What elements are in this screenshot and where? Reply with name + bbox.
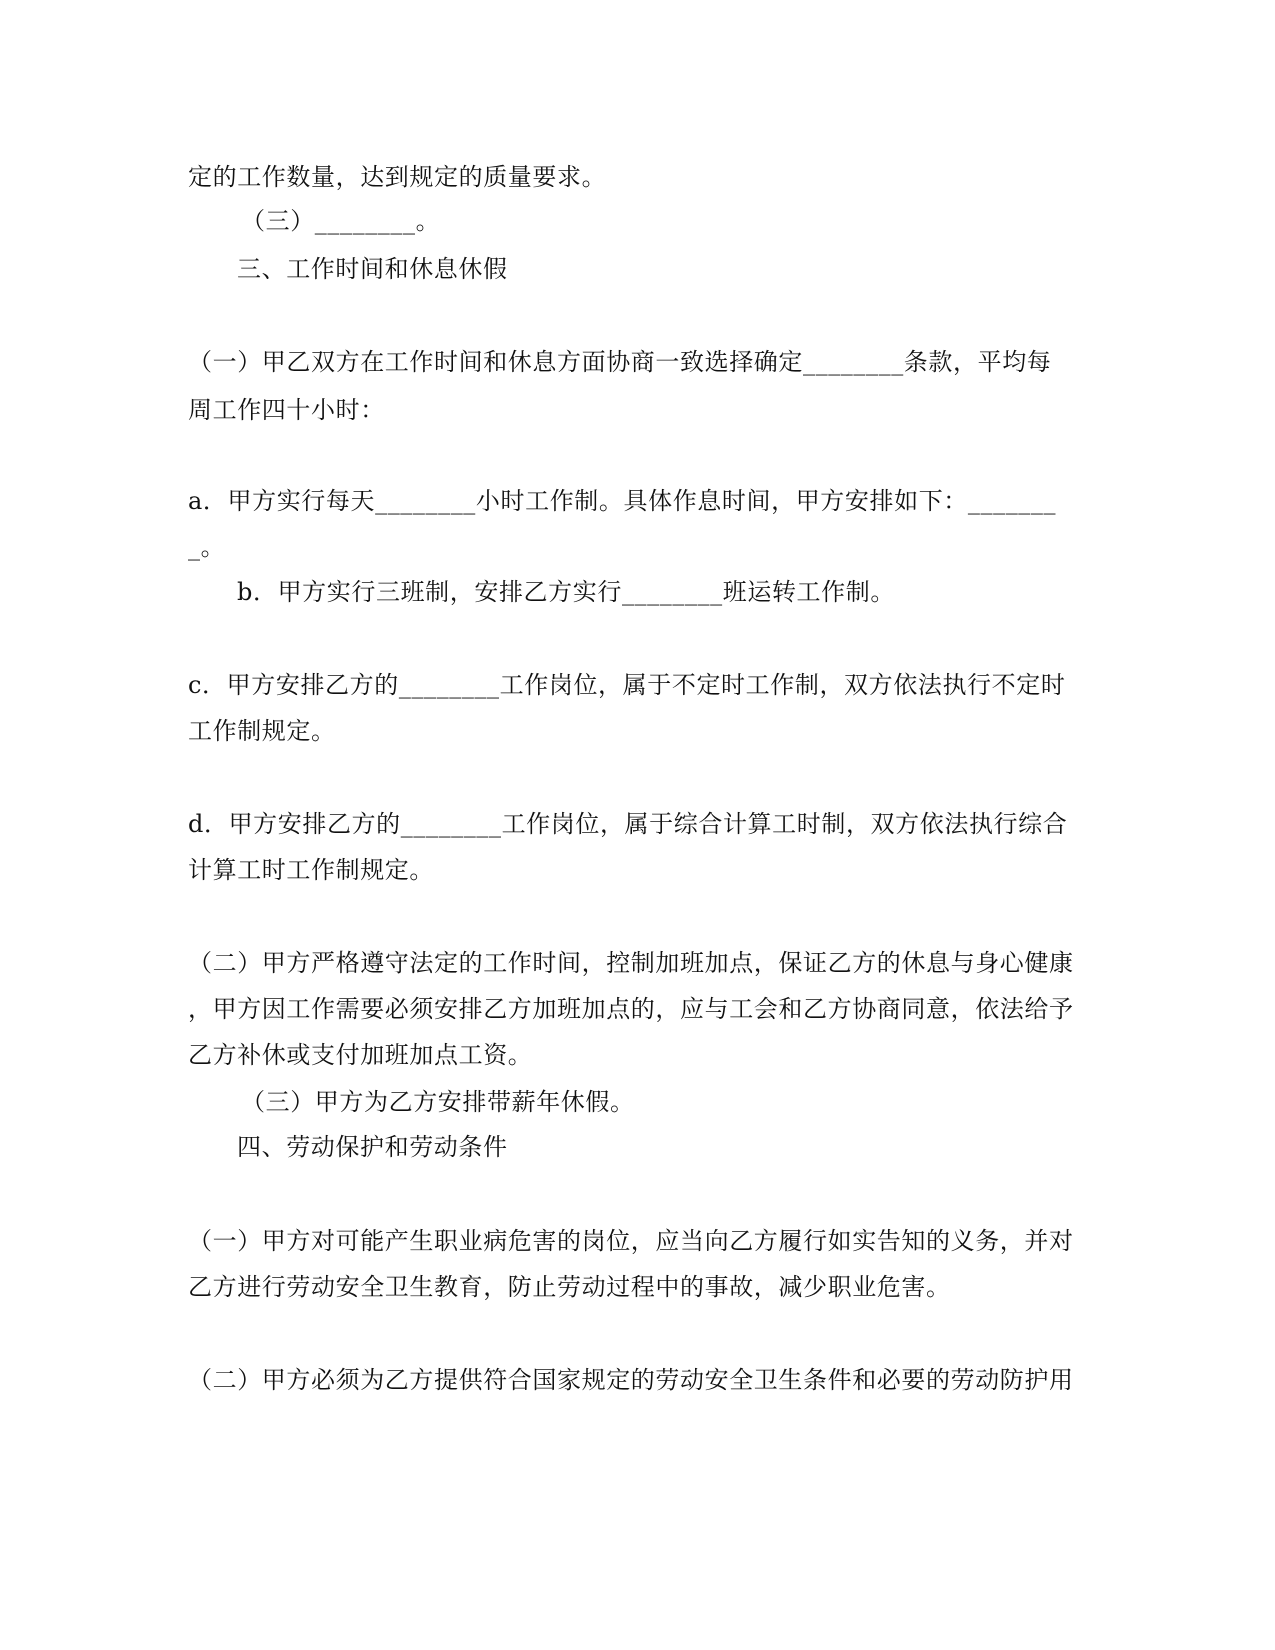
text-line: （二）甲方必须为乙方提供符合国家规定的劳动安全卫生条件和必要的劳动防护用	[188, 1366, 1074, 1394]
section-heading: 三、工作时间和休息休假	[237, 255, 508, 283]
text-line: a．甲方实行每天________小时工作制。具体作息时间，甲方安排如下：_______	[188, 487, 1057, 515]
text-line: （二）甲方严格遵守法定的工作时间，控制加班加点，保证乙方的休息与身心健康	[188, 949, 1074, 977]
text-line: （一）甲方对可能产生职业病危害的岗位，应当向乙方履行如实告知的义务，并对	[188, 1227, 1074, 1255]
text-line: 定的工作数量，达到规定的质量要求。	[188, 163, 607, 191]
text-line: 工作制规定。	[188, 717, 336, 745]
text-line: ，甲方因工作需要必须安排乙方加班加点的，应与工会和乙方协商同意，依法给予	[188, 995, 1074, 1023]
section-heading: 四、劳动保护和劳动条件	[237, 1133, 508, 1161]
text-line: b．甲方实行三班制，安排乙方实行________班运转工作制。	[237, 578, 895, 606]
text-line: 乙方补休或支付加班加点工资。	[188, 1041, 533, 1069]
text-line: 乙方进行劳动安全卫生教育，防止劳动过程中的事故，减少职业危害。	[188, 1273, 951, 1301]
text-line: （三）甲方为乙方安排带薪年休假。	[241, 1088, 635, 1116]
text-line: _。	[188, 533, 226, 561]
text-line: d．甲方安排乙方的________工作岗位，属于综合计算工时制，双方依法执行综合	[188, 810, 1068, 838]
text-line: 计算工时工作制规定。	[188, 856, 434, 884]
text-line: （一）甲乙双方在工作时间和休息方面协商一致选择确定________条款，平均每	[188, 348, 1052, 376]
text-line: c．甲方安排乙方的________工作岗位，属于不定时工作制，双方依法执行不定时	[188, 671, 1066, 699]
text-line: 周工作四十小时：	[188, 396, 385, 424]
text-line: （三）________。	[241, 207, 441, 235]
